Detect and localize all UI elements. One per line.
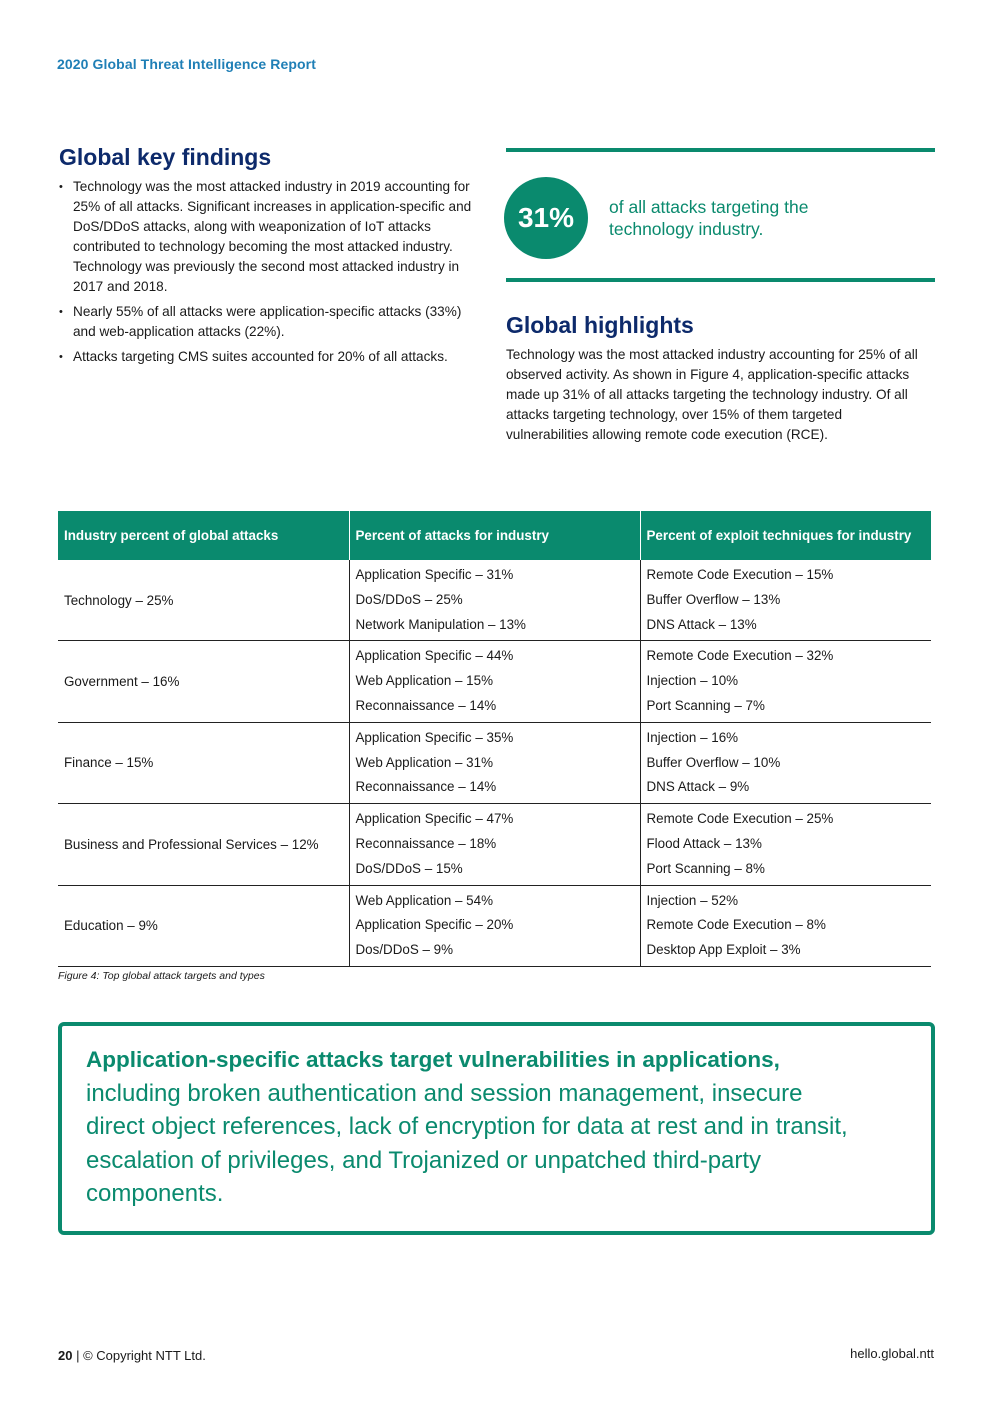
technique-item: Injection – 16%: [646, 729, 739, 745]
column-header: Percent of attacks for industry: [349, 511, 640, 560]
attacks-cell: [349, 722, 640, 803]
techniques-cell: [640, 885, 931, 966]
attack-item: Application Specific – 20%: [355, 917, 514, 933]
attack-item: DoS/DDoS – 15%: [355, 860, 463, 876]
industry-cell: Finance – 15%: [58, 722, 349, 803]
technique-item: Remote Code Execution – 25%: [646, 811, 834, 827]
technique-item: Buffer Overflow – 10%: [646, 754, 781, 770]
attacks-cell: [349, 560, 640, 641]
technique-item: DNS Attack – 9%: [646, 779, 750, 795]
table-row: [58, 804, 931, 885]
attacks-cell: [349, 641, 640, 722]
bottom-divider: [506, 278, 935, 282]
stat-circle: 31%: [504, 177, 588, 259]
highlights-body: Technology was the most attacked industry accounting for 25% of all observed activity. As shown in Figure 4, application-specific attacks made up 31% of all attacks targeting the technology industry. Of all attacks targeting technology, over 15% of them targeted vulnerabilities allowing remote code execution (RCE).: [506, 347, 918, 442]
list-item: • Nearly 55% of all attacks were application-specific attacks (33%) and web-application attacks (22%).: [59, 302, 484, 342]
attacks-cell: [349, 885, 640, 966]
table-row: [58, 722, 931, 803]
table-row: [58, 641, 931, 722]
report-title: 2020 Global Threat Intelligence Report: [57, 56, 316, 72]
table-row: [58, 885, 931, 966]
callout-rest: including broken authentication and session management, insecure direct object references, lack of encryption for data at rest and in transit, escalation of privileges, and Trojanized or unpatched third-party components.: [86, 1079, 848, 1208]
table-row: [58, 560, 931, 641]
techniques-cell: [640, 804, 931, 885]
footer-url[interactable]: hello.global.ntt: [850, 1346, 934, 1361]
attack-item: Reconnaissance – 14%: [355, 779, 497, 795]
figure-caption: Figure 4: Top global attack targets and types: [58, 970, 265, 982]
footer-left: [58, 1348, 206, 1363]
column-header: Industry percent of global attacks: [58, 511, 349, 560]
industry-cell: Education – 9%: [58, 885, 349, 966]
technique-item: Injection – 10%: [646, 673, 739, 689]
attack-item: Reconnaissance – 18%: [355, 835, 497, 851]
attack-item: Network Manipulation – 13%: [355, 616, 526, 632]
technique-item: Injection – 52%: [646, 892, 739, 908]
attack-item: Application Specific – 31%: [355, 567, 514, 582]
technique-item: Port Scanning – 8%: [646, 860, 765, 876]
technique-item: Remote Code Execution – 32%: [646, 648, 834, 664]
list-item: • Technology was the most attacked industry in 2019 accounting for 25% of all attacks. Significant increases in application-specific and DoS/DDoS attacks, along with weaponization of IoT attacks contributed to technology becoming the most attacked industry. Technology was previously the second most attacked industry in 2017 and 2018.: [59, 177, 484, 297]
list-item: • Attacks targeting CMS suites accounted for 20% of all attacks.: [59, 347, 484, 367]
technique-item: Buffer Overflow – 13%: [646, 591, 781, 607]
attack-item: Web Application – 15%: [355, 673, 493, 689]
stat-description: of all attacks targeting the technology industry.: [609, 197, 809, 239]
industry-cell: Business and Professional Services – 12%: [58, 804, 349, 885]
technique-item: Port Scanning – 7%: [646, 697, 765, 713]
technique-item: Flood Attack – 13%: [646, 835, 762, 851]
attack-item: Dos/DDoS – 9%: [355, 942, 453, 958]
copyright: | © Copyright NTT Ltd.: [72, 1348, 206, 1363]
attack-table: [58, 511, 931, 967]
attack-item: Application Specific – 44%: [355, 648, 514, 664]
techniques-cell: [640, 722, 931, 803]
attack-item: Application Specific – 35%: [355, 729, 514, 745]
attack-item: DoS/DDoS – 25%: [355, 591, 463, 607]
attack-item: Application Specific – 47%: [355, 811, 514, 827]
callout-text: [86, 1043, 856, 1211]
table-header-row: [58, 511, 931, 560]
attack-item: Reconnaissance – 14%: [355, 697, 497, 713]
page-number: 20: [58, 1348, 73, 1363]
callout-strong: Application-specific attacks target vulnerabilities in applications,: [86, 1047, 780, 1072]
findings-heading: Global key findings: [59, 144, 272, 170]
technique-item: Remote Code Execution – 8%: [646, 917, 826, 933]
techniques-cell: [640, 560, 931, 641]
industry-cell: Government – 16%: [58, 641, 349, 722]
technique-item: Desktop App Exploit – 3%: [646, 942, 801, 958]
techniques-cell: [640, 641, 931, 722]
attack-item: Web Application – 54%: [355, 892, 493, 908]
industry-cell: Technology – 25%: [58, 560, 349, 641]
column-header: Percent of exploit techniques for industry: [640, 511, 931, 560]
technique-item: DNS Attack – 13%: [646, 616, 757, 632]
attacks-cell: [349, 804, 640, 885]
findings-list: [59, 177, 484, 372]
highlights-heading: Global highlights: [506, 312, 694, 338]
attack-item: Web Application – 31%: [355, 754, 493, 770]
technique-item: Remote Code Execution – 15%: [646, 567, 834, 582]
top-divider: [506, 148, 935, 152]
